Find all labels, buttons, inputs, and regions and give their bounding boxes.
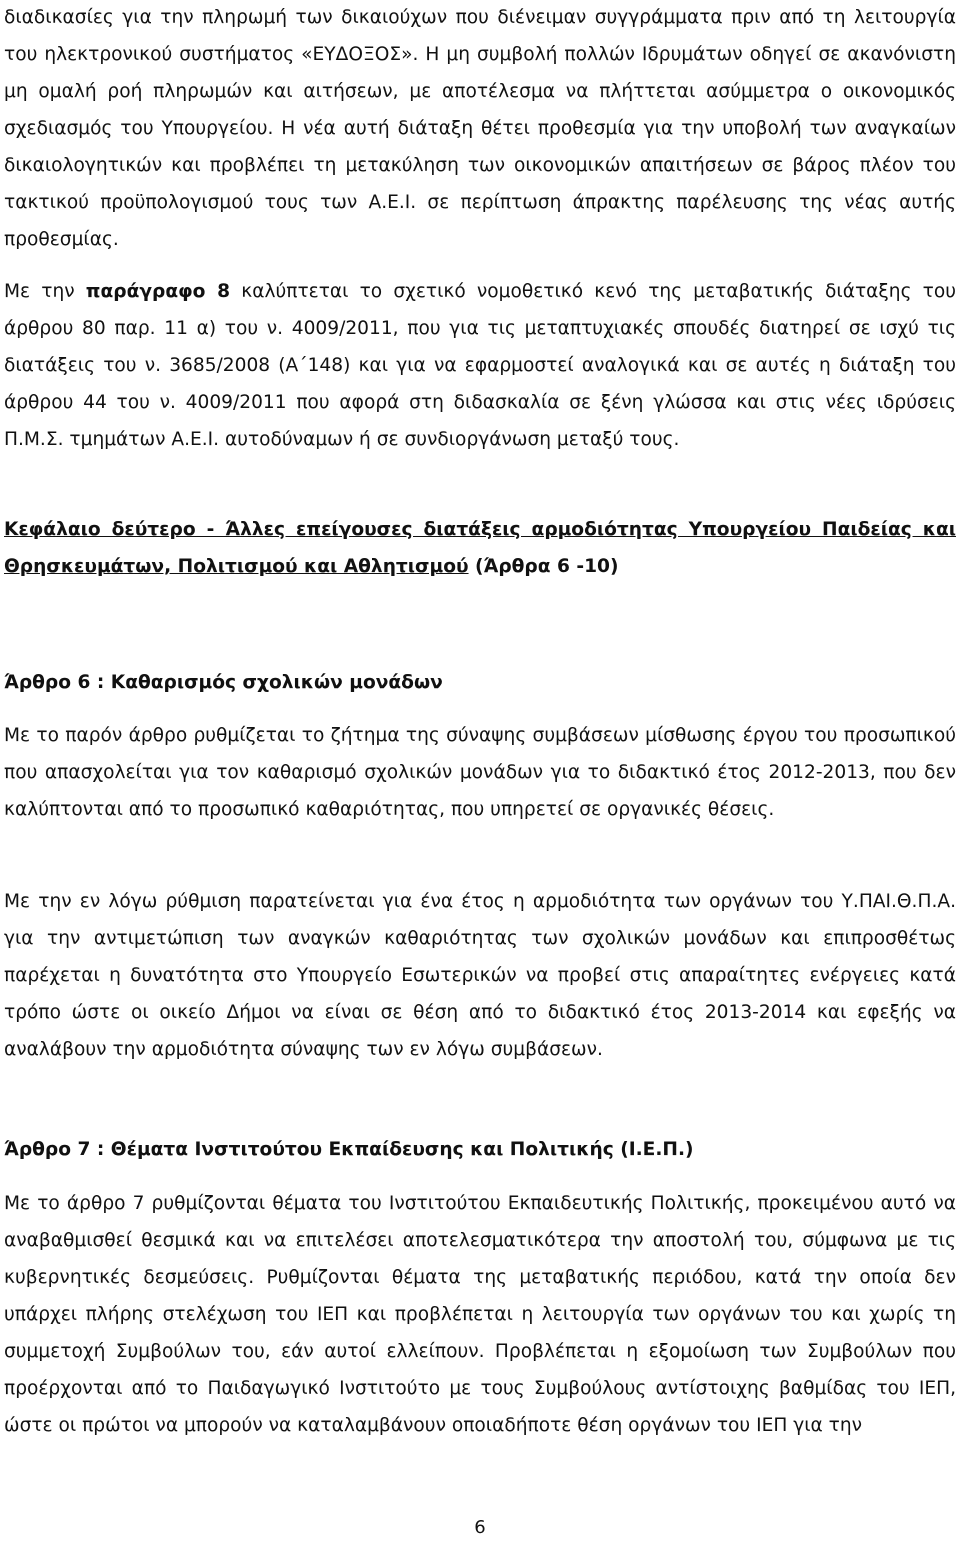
paragraph-payment-procedures: διαδικασίες για την πληρωμή των δικαιούχων που διένειμαν συγγράμματα πριν από τη λειτουργία του ηλεκτρονικού συστήματος «ΕΥΔΟΞΟΣ». Η μη συμβολή πολλών Ιδρυμάτων οδηγεί σε ακανόνιστη μη ομαλή ροή πληρωμών και αιτήσεων, με αποτέλεσμα να πλήττεται ασύμμετρα ο οικονομικός σχεδιασμός του Υπουργείου. Η νέα αυτή διάταξη θέτει προθεσμία για την υποβολή των αναγκαίων δικαιολογητικών και προβλέπει τη μετακύληση των οικονομικών απαιτήσεων σε βάρος πλέον του τακτικού προϋπολογισμού τους των Α.Ε.Ι. σε περίπτωση άπρακτης παρέλευσης της νέας αυτής προθεσμίας.: [4, 7, 956, 250]
paragraph-8-description: [4, 273, 956, 458]
paragraph-2-prefix: Με την: [4, 281, 86, 302]
article-6-paragraph-a: Με το παρόν άρθρο ρυθμίζεται το ζήτημα της σύναψης συμβάσεων μίσθωσης έργου του προσωπικού που απασχολείται για τον καθαρισμό σχολικών μονάδων για το διδακτικό έτος 2012-2013, που δεν καλύπτονται από το προσωπικό καθαριότητας, που υπηρετεί σε οργανικές θέσεις.: [4, 725, 956, 820]
chapter-heading-articles: (Άρθρα 6 -10): [468, 556, 619, 577]
chapter-heading-title: Κεφάλαιο δεύτερο - Άλλες επείγουσες διατάξεις αρμοδιότητας Υπουργείου Παιδείας και Θρησκευμάτων, Πολιτισμού και Αθλητισμού: [4, 519, 956, 577]
paragraph-2-bold: παράγραφο 8: [85, 281, 231, 302]
article-7-heading: Άρθρο 7 : Θέματα Ινστιτούτου Εκπαίδευσης και Πολιτικής (Ι.Ε.Π.): [4, 1139, 694, 1160]
paragraph-2-rest: καλύπτεται το σχετικό νομοθετικό κενό της μεταβατικής διάταξης του άρθρου 80 παρ. 11 α) του ν. 4009/2011, που για τις μεταπτυχιακές σπουδές διατηρεί σε ισχύ τις διατάξεις του ν. 3685/2008 (Α΄148) και για να εφαρμοστεί αναλογικά και σε αυτές η διάταξη του άρθρου 44 του ν. 4009/2011 που αφορά στη διδασκαλία σε ξένη γλώσσα και στις νέες ιδρύσεις Π.Μ.Σ. τμημάτων Α.Ε.Ι. αυτοδύναμων ή σε συνδιοργάνωση μεταξύ τους.: [4, 281, 956, 450]
article-6-paragraph-b: Με την εν λόγω ρύθμιση παρατείνεται για ένα έτος η αρμοδιότητα των οργάνων του Υ.ΠΑΙ.Θ.Π.Α. για την αντιμετώπιση των αναγκών καθαριότητας των σχολικών μονάδων και επιπροσθέτως παρέχεται η δυνατότητα στο Υπουργείο Εσωτερικών να προβεί στις απαραίτητες ενέργειες κατά τρόπο ώστε οι οικείο Δήμοι να είναι σε θέση από το διδακτικό έτος 2013-2014 και εφεξής να αναλάβουν την αρμοδιότητα σύναψης των εν λόγω συμβάσεων.: [4, 891, 956, 1060]
article-6-heading: Άρθρο 6 : Καθαρισμός σχολικών μονάδων: [4, 672, 443, 693]
page-number: 6: [474, 1517, 486, 1538]
chapter-heading: [4, 511, 956, 585]
article-7-paragraph: Με το άρθρο 7 ρυθμίζονται θέματα του Ινστιτούτου Εκπαιδευτικής Πολιτικής, προκειμένου αυτό να αναβαθμισθεί θεσμικά και να επιτελέσει αποτελεσματικότερα την αποστολή του, σύμφωνα με τις κυβερνητικές δεσμεύσεις. Ρυθμίζονται θέματα της μεταβατικής περιόδου, κατά την οποία δεν υπάρχει πλήρης στελέχωση του ΙΕΠ και προβλέπεται η λειτουργία των οργάνων του και χωρίς τη συμμετοχή Συμβούλων του, εάν αυτοί ελλείπουν. Προβλέπεται η εξομοίωση των Συμβούλων που προέρχονται από το Παιδαγωγικό Ινστιτούτο με τους Συμβούλους αντίστοιχης βαθμίδας του ΙΕΠ, ώστε οι πρώτοι να μπορούν να καταλαμβάνουν οποιαδήποτε θέση οργάνων του ΙΕΠ για την: [4, 1193, 956, 1436]
